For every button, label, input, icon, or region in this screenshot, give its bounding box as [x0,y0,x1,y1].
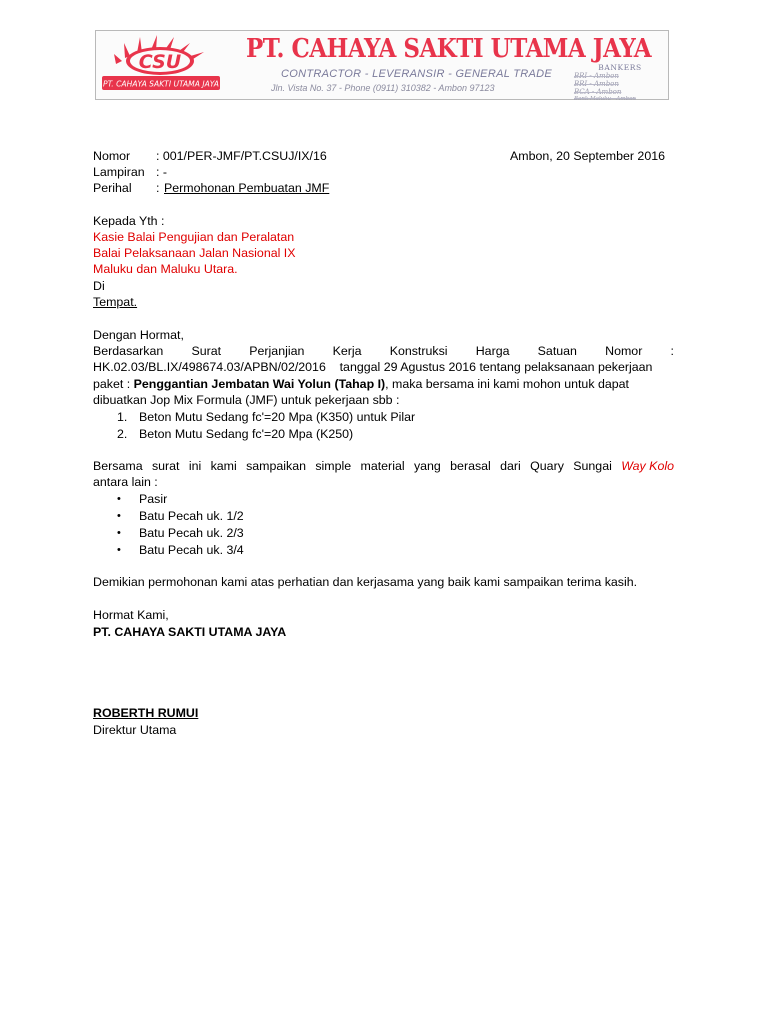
bullet: • [117,527,121,539]
paragraph-2-line-2: antara lain : [93,475,158,489]
recipient-line-1: Kasie Balai Pengujian dan Peralatan [93,230,295,244]
company-name: PT. CAHAYA SAKTI UTAMA JAYA [246,33,652,65]
paragraph-1-line-4: dibuatkan Jop Mix Formula (JMF) untuk pekerjaan sbb : [93,393,400,407]
list-item: Pasir [139,492,168,506]
nomor-label: Nomor [93,149,131,163]
paragraph-1-line-3: paket : Penggantian Jembatan Wai Yolun (Tahap I), maka bersama ini kami mohon untuk dapat [93,377,629,391]
bullet: • [117,493,121,505]
logo-text: CSU [138,51,182,73]
paragraph-1-line-1: Berdasarkan Surat Perjanjian Kerja Konstruksi Harga Satuan Nomor : [93,344,674,358]
list-item: Batu Pecah uk. 2/3 [139,526,244,540]
list-number: 2. [117,427,128,441]
bankers-block [574,63,666,102]
logo-caption: PT. CAHAYA SAKTI UTAMA JAYA [102,79,220,89]
banker-line: BRI - Ambon [574,72,619,80]
list-number: 1. [117,410,128,424]
recipient-di: Di [93,279,105,293]
perihal-colon: : [156,181,160,195]
signatory-name: ROBERTH RUMUI [93,706,199,720]
project-name: Penggantian Jembatan Wai Yolun (Tahap I) [133,377,386,391]
quarry-name: Way Kolo [621,459,674,473]
paragraph-1-line-2: HK.02.03/BL.IX/498674.03/APBN/02/2016 tanggal 29 Agustus 2016 tentang pelaksanaan pekerjaan [93,360,653,374]
closing-text: Demikian permohonan kami atas perhatian dan kerjasama yang baik kami sampaikan terima kasih. [93,575,638,589]
lampiran-value: : - [156,165,168,179]
bullet: • [117,510,121,522]
list-item: Beton Mutu Sedang fc'=20 Mpa (K250) [139,427,354,441]
letter-date: Ambon, 20 September 2016 [510,149,665,163]
recipient-tempat: Tempat. [93,295,138,309]
regards: Hormat Kami, [93,608,169,622]
signature-company: PT. CAHAYA SAKTI UTAMA JAYA [93,625,287,639]
lampiran-label: Lampiran [93,165,145,179]
company-logo [100,34,224,94]
company-subtitle: CONTRACTOR - LEVERANSIR - GENERAL TRADE [281,68,553,80]
banker-line: BRI - Ambon [574,80,619,88]
recipient-line-2: Balai Pelaksanaan Jalan Nasional IX [93,246,296,260]
perihal-label: Perihal [93,181,132,195]
signatory-title: Direktur Utama [93,723,177,737]
banker-line: BCA - Ambon [574,88,622,96]
recipient-line-3: Maluku dan Maluku Utara. [93,262,238,276]
company-address: Jln. Vista No. 37 - Phone (0911) 310382 - Ambon 97123 [271,83,495,93]
perihal-value: Permohonan Pembuatan JMF [164,181,330,195]
list-item: Batu Pecah uk. 3/4 [139,543,244,557]
banker-line: Bank Maluku - Ambon [574,96,636,102]
bullet: • [117,544,121,556]
salutation: Dengan Hormat, [93,328,184,342]
paragraph-2-line-1: Bersama surat ini kami sampaikan simple material yang berasal dari Quary Sungai Way Kolo [93,459,674,473]
nomor-value: : 001/PER-JMF/PT.CSUJ/IX/16 [156,149,327,163]
bankers-title: BANKERS [598,63,642,72]
list-item: Beton Mutu Sedang fc'=20 Mpa (K350) untuk Pilar [139,410,416,424]
list-item: Batu Pecah uk. 1/2 [139,509,244,523]
recipient-greeting: Kepada Yth : [93,214,165,228]
letterhead [95,30,669,100]
